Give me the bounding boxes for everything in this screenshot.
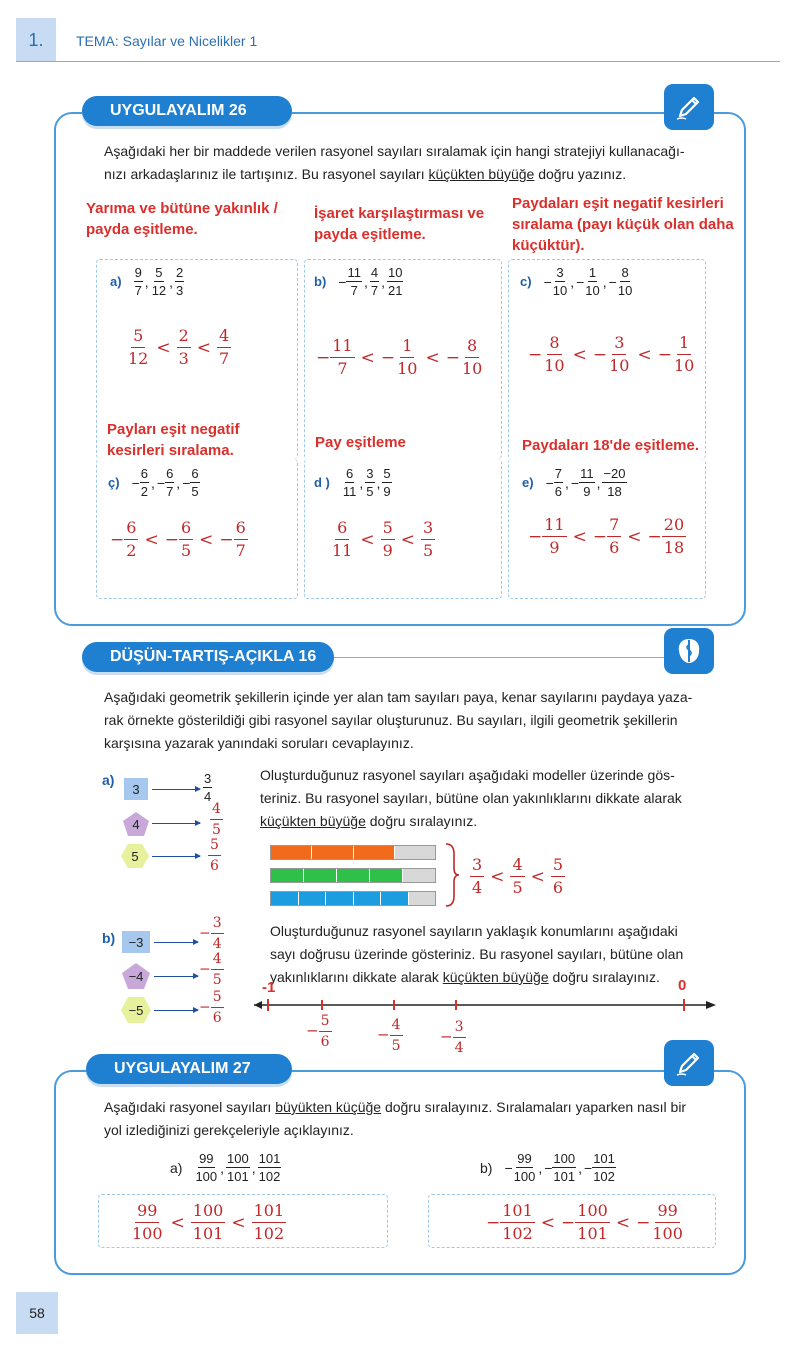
fraction: $\frac{1}{10}$: [585, 265, 600, 298]
less-than: <: [572, 344, 587, 365]
minus-sign: −: [544, 1159, 553, 1176]
fraction: 4 5: [512, 855, 523, 897]
minus-sign: −: [316, 347, 331, 368]
minus-sign: −: [592, 526, 608, 547]
fraction: 3 4: [472, 855, 483, 897]
comma: ,: [144, 273, 149, 290]
fraction: 5 9: [382, 518, 393, 560]
part-b-label: b): [102, 930, 116, 946]
note-e: Paydaları 18'de eşitleme.: [522, 437, 700, 454]
fraction: 99 100: [132, 1201, 163, 1243]
fraction: 2 3: [178, 326, 189, 368]
item-label: b): [314, 274, 327, 289]
less-than: <: [144, 529, 159, 550]
note-a: Yarıma ve bütüne yakınlık / payda eşitleme.: [86, 200, 278, 238]
fraction: $\frac{10}{21}$: [387, 265, 403, 298]
fraction: 6 11: [332, 518, 353, 560]
fraction: $\frac{3}{10}$: [552, 265, 568, 298]
item-a-question: [110, 266, 184, 297]
less-than: <: [231, 1212, 246, 1233]
part-a-answer: [470, 857, 565, 896]
note-b: İşaret karşılaştırması ve payda eşitleme.: [314, 205, 485, 243]
note-d: Pay eşitleme: [315, 434, 406, 451]
less-than: <: [156, 337, 171, 358]
exercise-27-b-question: [480, 1152, 616, 1183]
fraction: $\frac{20}{18}$: [663, 515, 685, 557]
bar-segment: [271, 892, 299, 905]
fraction: $\frac{11}{9}$: [580, 466, 594, 499]
part-a-question: Oluşturduğunuz rasyonel sayıları aşağıdaki modeller üzerinde gös- teriniz. Bu rasyonel sayıları, bütüne olan yakınlıklarını dikkate alarak küçükten büyüğe doğru sıralayınız.: [260, 767, 682, 829]
hexagon-shape: 5: [120, 843, 150, 869]
fraction: $\frac{6}{2}$: [140, 466, 148, 499]
bar-segment: [354, 846, 395, 859]
minus-sign: −: [545, 474, 554, 491]
fraction: $\frac{3}{10}$: [609, 333, 630, 375]
arrow-a2: [152, 823, 200, 824]
less-than: <: [637, 344, 652, 365]
minus-sign: −: [561, 1212, 576, 1233]
arrow-b3: [154, 1010, 198, 1011]
item-label: a): [110, 274, 122, 289]
bar-segment: [381, 892, 409, 905]
minus-sign: −: [657, 344, 672, 365]
minus-sign: −: [338, 273, 347, 290]
fraction: 4 7: [219, 326, 230, 368]
bar-segment: [403, 869, 435, 882]
fraction: $\frac{6}{7}$: [166, 466, 174, 499]
item-cc-question: [108, 467, 200, 498]
fraction: $\frac{100}{101}$: [227, 1151, 249, 1184]
header-rule: [16, 61, 780, 62]
fraction: $\frac{5}{12}$: [151, 265, 167, 298]
page-number: 58: [16, 1292, 58, 1334]
item-cc-answer: [110, 520, 248, 559]
minus-sign: −: [528, 344, 543, 365]
item-label: a): [170, 1159, 183, 1176]
item-label: b): [480, 1159, 493, 1176]
mark-minus-4-5: − $\frac{4}{5}$: [377, 1017, 401, 1054]
fraction: $\frac{8}{10}$: [461, 336, 483, 378]
item-label: ç): [108, 475, 120, 490]
fraction: $\frac{99}{100}$: [652, 1201, 683, 1243]
less-than: <: [627, 526, 642, 547]
fraction-bar: [270, 868, 436, 883]
comma: ,: [376, 474, 381, 491]
minus-sign: −: [504, 1159, 513, 1176]
item-e-question: [522, 467, 627, 498]
fraction: $\frac{6}{5}$: [191, 466, 199, 499]
fraction-bar: [270, 845, 436, 860]
arrow-b2: [154, 976, 198, 977]
fraction-b3: − $\frac{5}{6}$: [199, 989, 222, 1026]
fraction: 100 101: [192, 1201, 224, 1243]
exercise-26-instructions: [104, 140, 724, 186]
comma: ,: [596, 474, 601, 491]
minus-sign: −: [647, 526, 662, 547]
discuss-16-rule: [334, 657, 664, 658]
minus-sign: −: [156, 474, 166, 491]
fraction: 3 5: [423, 518, 434, 560]
item-a-answer: [126, 328, 231, 367]
part-b-question: Oluşturduğunuz rasyonel sayıların yaklaşık konumlarını aşağıdaki sayı doğrusu üzerinde gösteriniz. Bu rasyonel sayıları, bütüne olan yakınlıklarını dikkate alarak küçükten büyüğe doğru sıralayınız.: [270, 923, 684, 985]
comma: ,: [251, 1159, 256, 1176]
bar-segment: [299, 892, 327, 905]
number-line-end: 0: [678, 977, 687, 994]
fraction: $\frac{8}{10}$: [544, 333, 565, 375]
comma: ,: [169, 273, 174, 290]
item-label: d ): [314, 475, 330, 490]
fraction: $\frac{11}{9}$: [544, 515, 565, 557]
fraction: $\frac{2}{3}$: [176, 265, 184, 298]
minus-sign: −: [570, 474, 580, 491]
minus-sign: −: [528, 526, 543, 547]
less-than: <: [199, 529, 214, 550]
bar-segment: [304, 869, 337, 882]
less-than: <: [360, 529, 375, 550]
item-b-answer: [316, 338, 484, 377]
less-than: <: [425, 347, 440, 368]
fraction: $\frac{6}{7}$: [235, 518, 246, 560]
comma: ,: [602, 273, 607, 290]
exercise-27-a-question: [170, 1152, 281, 1183]
minus-sign: −: [584, 1159, 593, 1176]
arrow-a3: [152, 856, 200, 857]
comma: ,: [570, 273, 575, 290]
fraction: $\frac{7}{6}$: [609, 515, 620, 557]
pentagon-shape: 4: [122, 811, 150, 837]
fraction-b2: − $\frac{4}{5}$: [199, 951, 222, 988]
less-than: <: [400, 529, 416, 550]
less-than: <: [170, 1212, 185, 1233]
minus-sign: −: [608, 273, 617, 290]
less-than: <: [196, 337, 212, 358]
fraction: $\frac{11}{7}$: [347, 265, 361, 298]
less-than: <: [530, 866, 545, 887]
fraction: $\frac{99}{100}$: [513, 1151, 536, 1184]
minus-sign: −: [592, 344, 608, 365]
chapter-title: TEMA: Sayılar ve Nicelikler 1: [76, 33, 258, 49]
fraction: $\frac{8}{10}$: [617, 265, 633, 298]
pentagon-shape-neg: −4: [121, 962, 151, 990]
discuss-16-title: DÜŞÜN-TARTIŞ-AÇIKLA 16: [82, 642, 334, 672]
minus-sign: −: [636, 1212, 651, 1233]
fraction-a3: $\frac{5}{6}$: [210, 837, 219, 874]
arrow-b1: [154, 942, 198, 943]
less-than: <: [615, 1212, 631, 1233]
minus-sign: −: [543, 273, 552, 290]
minus-sign: −: [131, 474, 140, 491]
fraction: $\frac{101}{102}$: [258, 1151, 281, 1184]
exercise-27-title: UYGULAYALIM 27: [86, 1054, 292, 1084]
item-d-answer: [330, 520, 435, 559]
fraction-a2: $\frac{4}{5}$: [212, 801, 221, 838]
chapter-number: 1.: [16, 18, 56, 62]
mark-minus-5-6: − $\frac{5}{6}$: [306, 1013, 330, 1050]
less-than: <: [490, 866, 505, 887]
part-a-label: a): [102, 772, 115, 788]
fraction: $\frac{6}{5}$: [180, 518, 192, 560]
comma: ,: [359, 474, 364, 491]
exercise-27-a-answer: [130, 1203, 286, 1242]
square-shape: 3: [124, 778, 148, 800]
bar-segment: [354, 892, 382, 905]
fraction: $\frac{11}{7}$: [332, 336, 353, 378]
comma: ,: [220, 1159, 225, 1176]
fraction: $\frac{101}{102}$: [502, 1201, 533, 1243]
pencil-icon-2: [664, 1040, 714, 1086]
arrow-a1: [152, 789, 200, 790]
fraction: $\frac{4}{7}$: [370, 265, 379, 298]
fraction: $\frac{-20}{18}$: [603, 466, 626, 499]
comma: ,: [538, 1159, 543, 1176]
pencil-icon: [664, 84, 714, 130]
fraction-bar: [270, 891, 436, 906]
bar-segment: [326, 892, 354, 905]
item-label: c): [520, 274, 532, 289]
minus-sign: −: [110, 529, 125, 550]
fraction: 5 12: [128, 326, 149, 368]
exercise-27-b-answer: [486, 1203, 685, 1242]
minus-sign: −: [445, 347, 460, 368]
fraction-bar-models: [270, 845, 436, 914]
fraction: $\frac{6}{2}$: [126, 518, 137, 560]
comma: ,: [381, 273, 385, 290]
fraction: $\frac{100}{101}$: [553, 1151, 576, 1184]
fraction: $\frac{3}{5}$: [366, 466, 374, 499]
item-d-question: [314, 467, 392, 498]
number-line-start: -1: [262, 979, 276, 996]
exercise-26-title: UYGULAYALIM 26: [82, 96, 292, 126]
minus-sign: −: [219, 529, 234, 550]
fraction: $\frac{1}{10}$: [397, 336, 418, 378]
item-e-answer: [528, 517, 686, 556]
bars-brace: [444, 842, 460, 913]
minus-sign: −: [486, 1212, 501, 1233]
fraction: 101 102: [253, 1201, 285, 1243]
minus-sign: −: [380, 347, 396, 368]
fraction: $\frac{1}{10}$: [673, 333, 695, 375]
bar-segment: [370, 869, 403, 882]
hexagon-shape-neg: −5: [120, 996, 152, 1024]
minus-sign: −: [182, 474, 191, 491]
fraction-b1: − $\frac{3}{4}$: [199, 915, 222, 952]
bar-segment: [395, 846, 435, 859]
bar-segment: [271, 846, 312, 859]
fraction: $\frac{101}{102}$: [593, 1151, 615, 1184]
mark-minus-3-4: − $\frac{3}{4}$: [440, 1019, 464, 1056]
less-than: <: [572, 526, 587, 547]
fraction: $\frac{99}{100}$: [195, 1151, 218, 1184]
comma: ,: [176, 474, 181, 491]
bar-segment: [312, 846, 353, 859]
note-c: Paydaları eşit negatif kesirleri sıralama (payı küçük olan daha küçüktür).: [512, 195, 734, 254]
fraction-a1: $\frac{3}{4}$: [204, 771, 212, 804]
comma: ,: [578, 1159, 583, 1176]
square-shape-neg: −3: [122, 931, 150, 953]
exercise-27-instructions: Aşağıdaki rasyonel sayıları büyükten küçüğe doğru sıralayınız. Sıralamaları yaparken nasıl bir yol izlediğinizi gerekçeleriyle açıklayınız.: [104, 1099, 687, 1138]
number-line: [250, 996, 720, 1014]
item-c-question: [520, 266, 633, 297]
item-b-question: [314, 266, 403, 297]
brain-icon: [664, 628, 714, 674]
fraction: $\frac{7}{6}$: [554, 466, 562, 499]
bar-segment: [337, 869, 370, 882]
bar-segment: [271, 869, 304, 882]
fraction: $\frac{5}{9}$: [383, 466, 391, 499]
item-c-answer: [528, 335, 696, 374]
minus-sign: −: [164, 529, 179, 550]
comma: ,: [150, 474, 155, 491]
bar-segment: [409, 892, 436, 905]
item-label: e): [522, 475, 534, 490]
less-than: <: [540, 1212, 556, 1233]
note-cc: Payları eşit negatif kesirleri sıralama.: [107, 421, 240, 459]
fraction: $\frac{9}{7}$: [134, 265, 142, 298]
instruction-line-2: nızı arkadaşlarınız ile tartışınız. Bu rasyonel sayıları küçükten büyüğe doğru yazınız.: [104, 166, 627, 182]
discuss-16-instructions: Aşağıdaki geometrik şekillerin içinde yer alan tam sayıları paya, kenar sayılarını paydaya yaza- rak örnekte gösterildiği gibi rasyonel sayılar oluşturunuz. Bu sayıları, ilgili geometrik şekillerin karşısına yazarak yanındaki soruları cevaplayınız.: [104, 689, 693, 751]
fraction: 5 6: [552, 855, 564, 897]
minus-sign: −: [576, 273, 585, 290]
comma: ,: [564, 474, 569, 491]
less-than: <: [360, 347, 375, 368]
fraction: $\frac{6}{11}$: [342, 466, 357, 499]
instruction-line-1: Aşağıdaki her bir maddede verilen rasyonel sayıları sıralamak için hangi stratejiyi kullanacağı-: [104, 143, 685, 159]
comma: ,: [363, 273, 368, 290]
fraction: $\frac{100}{101}$: [577, 1201, 608, 1243]
